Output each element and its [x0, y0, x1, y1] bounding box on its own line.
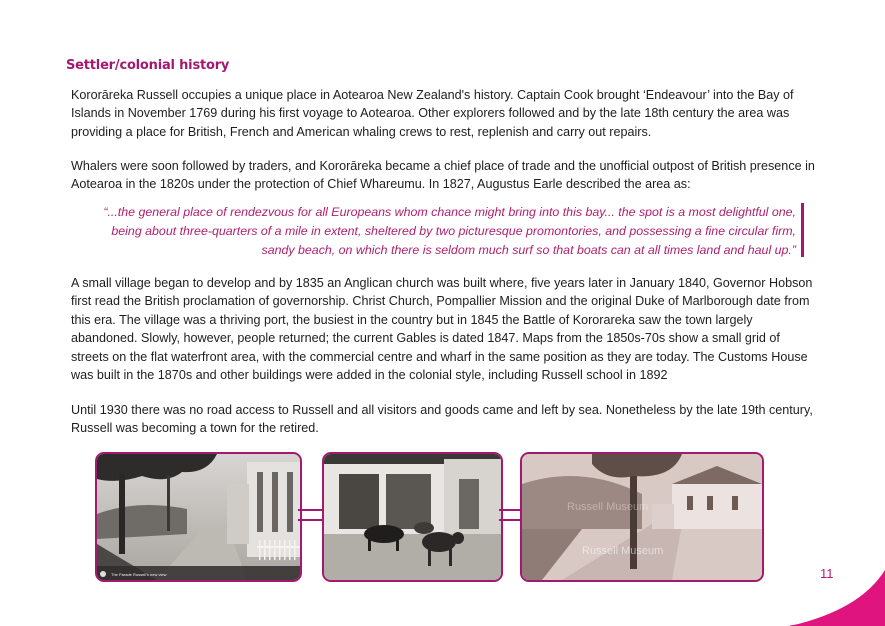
- section-heading: Settler/colonial history: [66, 58, 230, 73]
- corner-decoration: [790, 570, 885, 626]
- historic-photo-cottages: [520, 452, 764, 582]
- museum-watermark: Russell Museum: [567, 501, 649, 513]
- paragraph-traders: Whalers were soon followed by traders, and Kororāreka became a chief place of trade and the unofficial outpost of British presence in Aotearoa in the 1820s under the protection of Chief Whareumu. In 1827, Augustus Earle described the area as:: [71, 159, 815, 192]
- historic-photo-cattle: [322, 452, 503, 582]
- photo-connector-bottom-2: [499, 519, 520, 521]
- paragraph-village-development: A small village began to develop and by 1835 an Anglican church was built where, five years later in January 1840, Governor Hobson first read the British proclamation of governorship. Christ Church, Pompallier Mission and the original Duke of Marlborough date from this era. The village was a thriving port, the busiest in the country but in 1845 the Battle of Kororareka saw the town largely abandoned. Slowly, however, people returned; the current Gables is dated 1847. Maps from the 1850s-70s show a small grid of streets on the flat waterfront area, with the commercial centre and wharf in the same position as they are today. The Customs House was built in the 1870s and other buildings were added in the colonial style, including Russell school in 1892: [71, 276, 813, 383]
- paragraph-road-access: Until 1930 there was no road access to Russell and all visitors and goods came and left by sea. Nonetheless by the late 19th century, Russell was becoming a town for the retired.: [71, 403, 813, 436]
- photo-connector-top-2: [499, 509, 520, 511]
- museum-watermark-lower: Russell Museum: [582, 545, 664, 557]
- paragraph-early-history: Kororāreka Russell occupies a unique place in Aotearoa New Zealand's history. Captain Cook brought ‘Endeavour’ into the Bay of Islands in November 1769 during his first voyage to Aotearoa. Other explorers followed and by the late 18th century the area was providing a place for British, French and American whaling crews to rest, replenish and carry out repairs.: [71, 88, 794, 139]
- camera-icon: [100, 571, 106, 577]
- photo-connector-bottom-1: [298, 519, 322, 521]
- photo1-caption: The Parade Russell's new view: [111, 572, 167, 577]
- photo-connector-top-1: [298, 509, 322, 511]
- page-number: 11: [820, 566, 834, 581]
- quote-bar: [801, 203, 804, 257]
- earle-quote: “...the general place of rendezvous for all Europeans whom chance might bring into this bay... the spot is a most delightful one, being about three-quarters of a mile in extent, sheltered by two picturesque promontories, and possessing a fine circular firm, sandy beach, on which there is seldom much surf so that boats can at all times land and haul up.”: [103, 205, 796, 257]
- historic-photo-street: [95, 452, 302, 582]
